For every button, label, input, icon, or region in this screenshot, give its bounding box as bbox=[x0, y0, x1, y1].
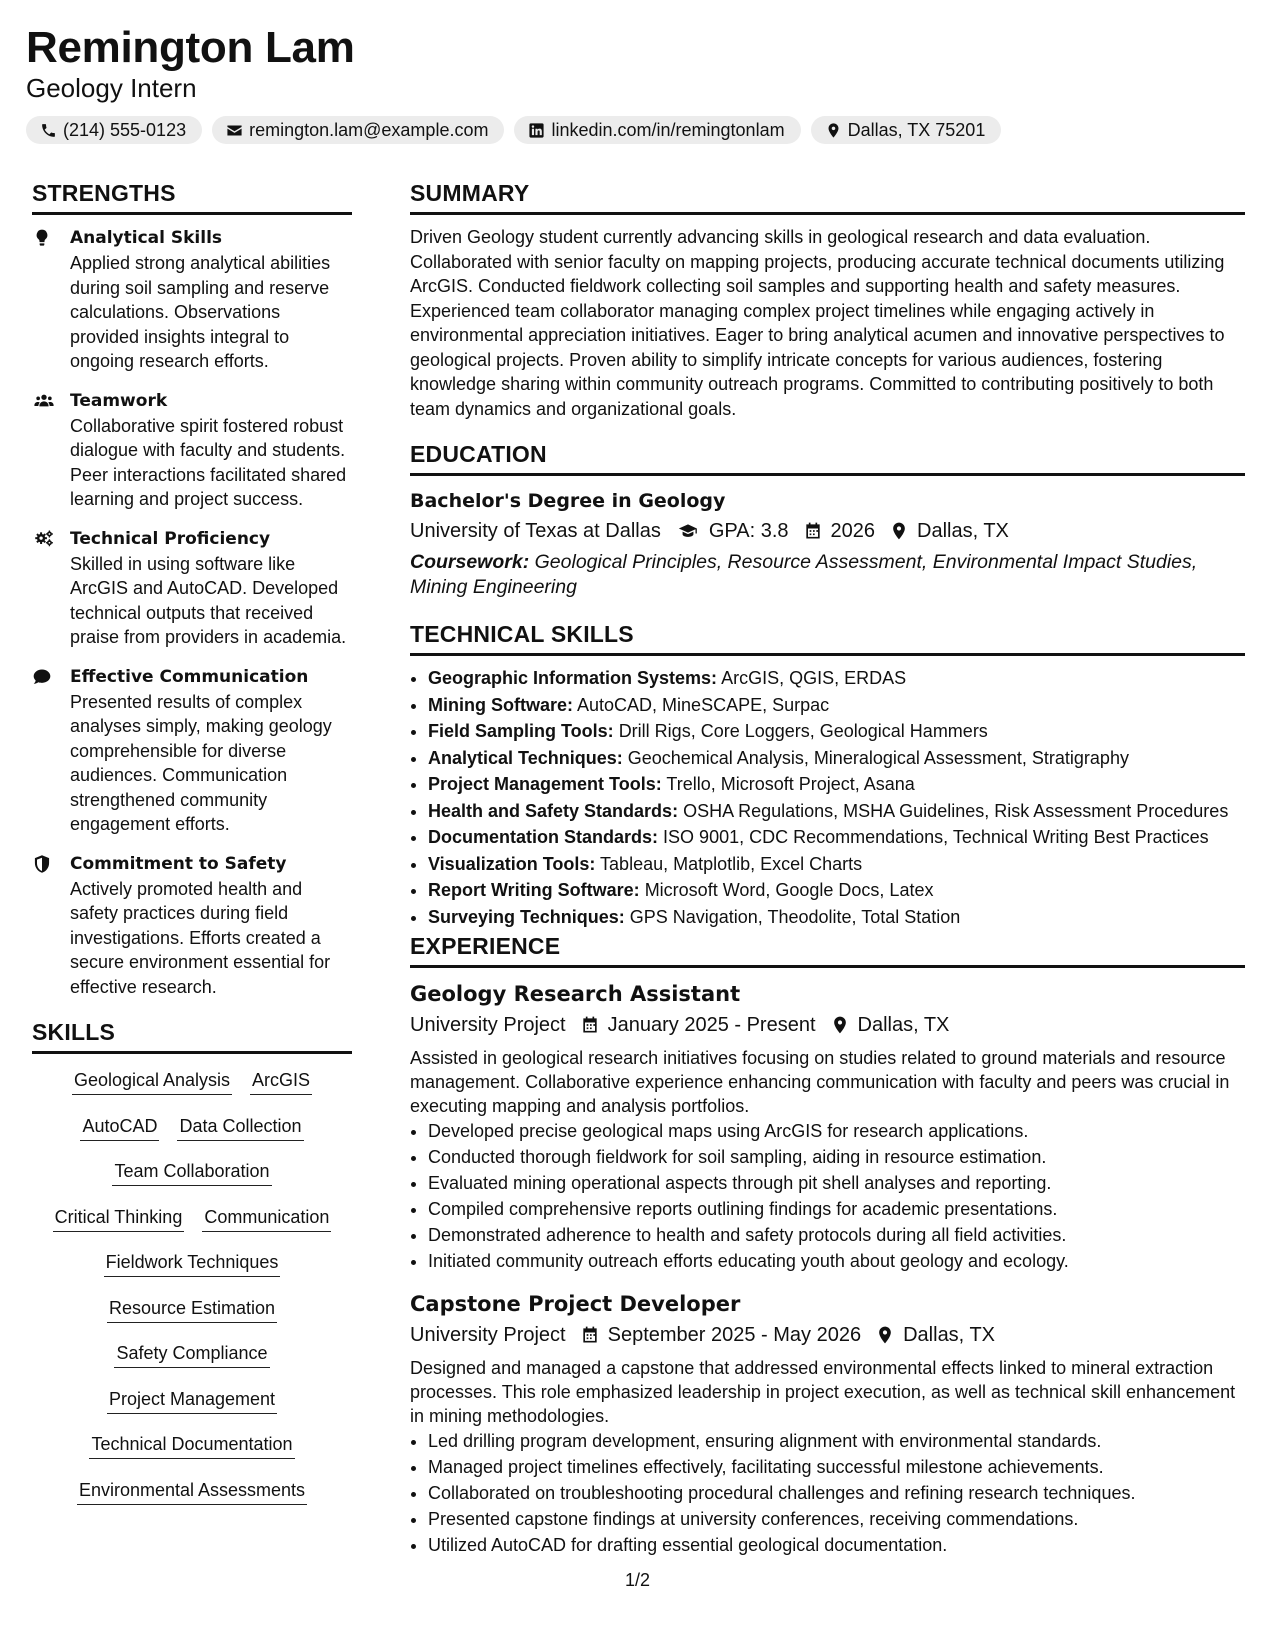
contact-phone[interactable] bbox=[26, 116, 202, 144]
coursework bbox=[410, 550, 1245, 599]
envelope-icon bbox=[226, 122, 243, 139]
job-bullets bbox=[410, 1118, 1245, 1274]
job-dates: September 2025 - May 2026 bbox=[607, 1324, 862, 1346]
list-item: • Health and Safety Standards: OSHA Regulations, MSHA Guidelines, Risk Assessment Procedures bbox=[428, 799, 1245, 824]
gpa: GPA: 3.8 bbox=[708, 520, 789, 542]
strength-title: Commitment to Safety bbox=[70, 853, 287, 874]
job-meta bbox=[410, 1320, 1245, 1350]
contact-location bbox=[811, 116, 1002, 144]
list-item: • Field Sampling Tools: Drill Rigs, Core Loggers, Geological Hammers bbox=[428, 719, 1245, 744]
skills-heading: SKILLS bbox=[32, 1017, 352, 1054]
job-location: Dallas, TX bbox=[857, 1014, 950, 1036]
summary-heading: SUMMARY bbox=[410, 178, 1245, 215]
skill-tag: AutoCAD bbox=[80, 1112, 159, 1141]
strength-desc: Skilled in using software like ArcGIS and AutoCAD. Developed technical outputs that received praise from providers in academia. bbox=[70, 553, 347, 647]
skills-section bbox=[32, 1017, 352, 1521]
contact-bar bbox=[26, 116, 1246, 144]
job-title: Geology Research Assistant bbox=[410, 982, 741, 1006]
candidate-role: Geology Intern bbox=[26, 73, 197, 103]
users-icon bbox=[32, 391, 56, 411]
list-item: • Collaborated on troubleshooting procedural challenges and refining research techniques. bbox=[428, 1480, 1245, 1506]
strength-item bbox=[32, 526, 352, 650]
degree-title: Bachelor's Degree in Geology bbox=[410, 490, 726, 512]
job-bullets bbox=[410, 1428, 1245, 1558]
skill-tag: Communication bbox=[202, 1203, 331, 1232]
strength-title: Technical Proficiency bbox=[70, 528, 271, 549]
job-org: University Project bbox=[410, 1324, 566, 1346]
strength-title: Analytical Skills bbox=[70, 228, 223, 248]
strength-item bbox=[32, 225, 352, 374]
job-entry bbox=[410, 1288, 1245, 1558]
calendar-icon bbox=[803, 521, 823, 541]
calendar-icon bbox=[580, 1325, 600, 1345]
resume-header bbox=[26, 22, 1246, 144]
skill-tag: Resource Estimation bbox=[107, 1294, 277, 1323]
strength-item bbox=[32, 388, 352, 512]
list-item: • Geographic Information Systems: ArcGIS, QGIS, ERDAS bbox=[428, 666, 1245, 691]
contact-linkedin-text: linkedin.com/in/remingtonlam bbox=[551, 119, 785, 140]
skill-tag: Environmental Assessments bbox=[77, 1476, 307, 1505]
education-heading: EDUCATION bbox=[410, 439, 1245, 476]
list-item: • Developed precise geological maps using ArcGIS for research applications. bbox=[428, 1118, 1245, 1144]
skill-tag: Critical Thinking bbox=[53, 1203, 185, 1232]
left-column bbox=[32, 178, 352, 1521]
technical-skills-list bbox=[410, 666, 1245, 930]
list-item: • Compiled comprehensive reports outlining findings for academic presentations. bbox=[428, 1196, 1245, 1222]
job-meta bbox=[410, 1010, 1245, 1040]
lightbulb-icon bbox=[32, 228, 52, 248]
strength-item bbox=[32, 664, 352, 837]
strength-item bbox=[32, 851, 352, 1000]
skill-tag: Data Collection bbox=[177, 1112, 303, 1141]
contact-location-text: Dallas, TX 75201 bbox=[847, 119, 986, 140]
list-item: • Demonstrated adherence to health and safety protocols during all field activities. bbox=[428, 1222, 1245, 1248]
phone-icon bbox=[40, 122, 57, 139]
strength-title: Teamwork bbox=[70, 390, 168, 411]
list-item: • Conducted thorough fieldwork for soil sampling, aiding in resource estimation. bbox=[428, 1144, 1245, 1170]
strengths-heading: STRENGTHS bbox=[32, 178, 352, 215]
candidate-name: Remington Lam bbox=[26, 23, 355, 72]
list-item: • Project Management Tools: Trello, Microsoft Project, Asana bbox=[428, 772, 1245, 797]
job-dates: January 2025 - Present bbox=[607, 1014, 816, 1036]
list-item: • Report Writing Software: Microsoft Word, Google Docs, Latex bbox=[428, 878, 1245, 903]
strength-title: Effective Communication bbox=[70, 666, 309, 687]
skill-tag: Fieldwork Techniques bbox=[104, 1248, 281, 1277]
job-entry bbox=[410, 978, 1245, 1274]
shield-icon bbox=[32, 854, 52, 874]
contact-email-text: remington.lam@example.com bbox=[249, 119, 489, 140]
skill-tag: ArcGIS bbox=[250, 1066, 312, 1095]
contact-phone-text: (214) 555-0123 bbox=[63, 119, 187, 140]
list-item: • Presented capstone findings at university conferences, receiving commendations. bbox=[428, 1506, 1245, 1532]
skill-tag: Technical Documentation bbox=[89, 1430, 294, 1459]
job-description: Assisted in geological research initiatives focusing on studies related to ground materials and resource management. Collaborative experience enhancing communication with faculty and peers was crucial in executing mapping and analysis portfolios. bbox=[410, 1048, 1230, 1116]
list-item: • Documentation Standards: ISO 9001, CDC Recommendations, Technical Writing Best Practices bbox=[428, 825, 1245, 850]
strength-desc: Presented results of complex analyses simply, making geology comprehensible for diverse audiences. Communication strengthened community engagement efforts. bbox=[70, 691, 332, 834]
graduation-year: 2026 bbox=[830, 520, 876, 542]
cogs-icon bbox=[32, 529, 56, 549]
strength-desc: Applied strong analytical abilities during soil sampling and reserve calculations. Observations provided insights integral to ongoing research efforts. bbox=[70, 253, 331, 371]
linkedin-icon bbox=[528, 122, 545, 139]
skill-tag: Project Management bbox=[107, 1385, 277, 1414]
coursework-label: Coursework: bbox=[410, 551, 530, 573]
calendar-icon bbox=[580, 1015, 600, 1035]
list-item: • Managed project timelines effectively, facilitating successful milestone achievements. bbox=[428, 1454, 1245, 1480]
skill-tag: Geological Analysis bbox=[72, 1066, 232, 1095]
job-description: Designed and managed a capstone that addressed environmental effects linked to mineral extraction processes. This role emphasized leadership in project execution, as well as technical skill enhancement in mining methodologies. bbox=[410, 1358, 1236, 1426]
map-pin-icon bbox=[875, 1325, 895, 1345]
list-item: • Evaluated mining operational aspects through pit shell analyses and reporting. bbox=[428, 1170, 1245, 1196]
list-item: • Initiated community outreach efforts educating youth about geology and ecology. bbox=[428, 1248, 1245, 1274]
skill-tag: Team Collaboration bbox=[112, 1157, 271, 1186]
coursework-list: Geological Principles, Resource Assessment, Environmental Impact Studies, Mining Engineering bbox=[410, 551, 1198, 598]
technical-skills-heading: TECHNICAL SKILLS bbox=[410, 619, 1245, 656]
strength-desc: Actively promoted health and safety practices during field investigations. Efforts created a secure environment essential for effective research. bbox=[70, 878, 331, 997]
list-item: • Mining Software: AutoCAD, MineSCAPE, Surpac bbox=[428, 693, 1245, 718]
page-number: 1/2 bbox=[624, 1570, 651, 1590]
map-pin-icon bbox=[825, 122, 842, 139]
job-org: University Project bbox=[410, 1014, 566, 1036]
skill-tag: Safety Compliance bbox=[114, 1339, 269, 1368]
job-location: Dallas, TX bbox=[903, 1324, 995, 1346]
experience-heading: EXPERIENCE bbox=[410, 931, 1245, 968]
list-item: • Visualization Tools: Tableau, Matplotlib, Excel Charts bbox=[428, 852, 1245, 877]
right-column bbox=[410, 178, 1245, 1572]
contact-linkedin[interactable] bbox=[514, 116, 800, 144]
list-item: • Analytical Techniques: Geochemical Analysis, Mineralogical Assessment, Stratigraphy bbox=[428, 746, 1245, 771]
map-pin-icon bbox=[889, 521, 909, 541]
speech-bubble-icon bbox=[32, 667, 52, 687]
map-pin-icon bbox=[830, 1015, 850, 1035]
summary-text: Driven Geology student currently advancing skills in geological research and data evaluation. Collaborated with senior faculty on mapping projects, producing accurate technical documents utilizing ArcGIS. Conducted fieldwork collecting soil samples and supporting health and safety measures. Experienced team collaborator managing complex project timelines while engaging actively in environmental appreciation initiatives. Eager to bring analytical acumen and innovative perspectives to geological projects. Proven ability to simplify intricate concepts for various audiences, fostering knowledge sharing within community outreach programs. Committed to contributing positively to both team dynamics and organizational goals. bbox=[410, 227, 1225, 419]
skills-list bbox=[32, 1064, 352, 1521]
education-meta bbox=[410, 516, 1245, 546]
list-item: • Utilized AutoCAD for drafting essential geological documentation. bbox=[428, 1532, 1245, 1558]
list-item: • Led drilling program development, ensuring alignment with environmental standards. bbox=[428, 1428, 1245, 1454]
school-name: University of Texas at Dallas bbox=[410, 520, 661, 542]
graduation-cap-icon bbox=[675, 521, 701, 541]
contact-email[interactable] bbox=[212, 116, 504, 144]
list-item: • Surveying Techniques: GPS Navigation, Theodolite, Total Station bbox=[428, 905, 1245, 930]
education-location: Dallas, TX bbox=[917, 520, 1009, 542]
strength-desc: Collaborative spirit fostered robust dialogue with faculty and students. Peer interactions facilitated shared learning and project success. bbox=[70, 415, 347, 509]
job-title: Capstone Project Developer bbox=[410, 1292, 741, 1316]
